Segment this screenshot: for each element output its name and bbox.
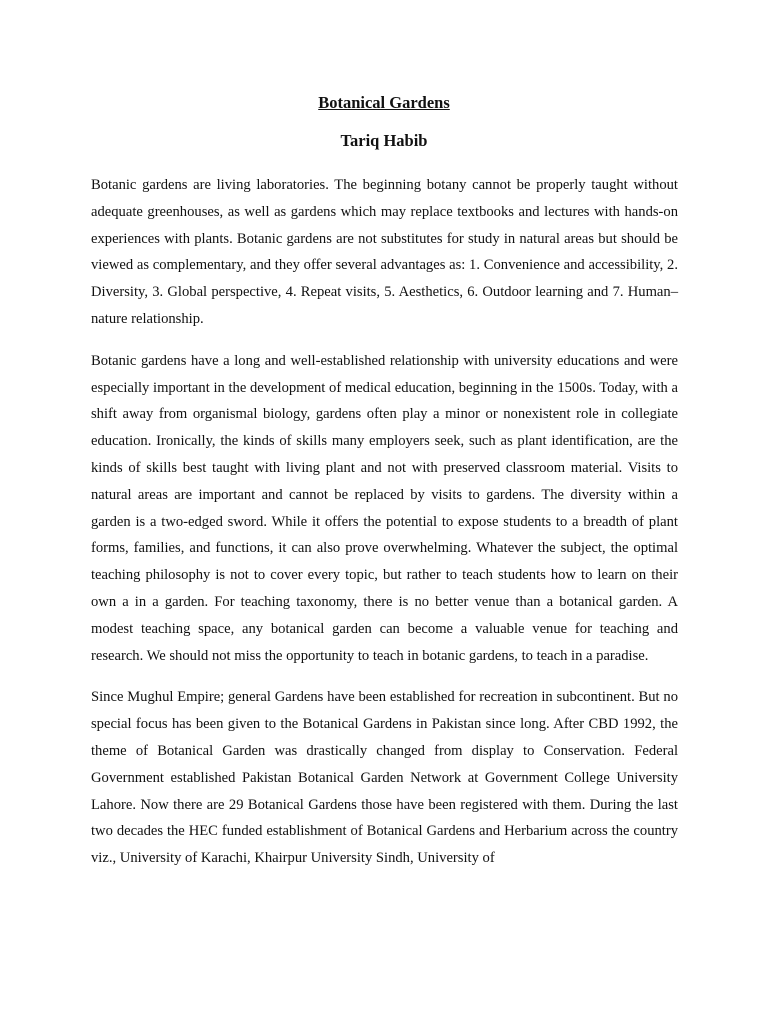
document-body bbox=[91, 172, 678, 887]
paragraph-pakistan-gardens: Since Mughul Empire; general Gardens have been established for recreation in subcontinent. But no special focus has been given to the Botanical Gardens in Pakistan since long. After CBD 1992, the theme of Botanical Garden was drastically changed from display to Conservation. Federal Government established Pakistan Botanical Garden Network at Government College University Lahore. Now there are 29 Botanical Gardens those have been registered with them. During the last two decades the HEC funded establishment of Botanical Gardens and Herbarium across the country viz., University of Karachi, Khairpur University Sindh, University of bbox=[91, 689, 678, 867]
paragraph-intro: Botanic gardens are living laboratories. The beginning botany cannot be properly taught without adequate greenhouses, as well as gardens which may replace textbooks and lectures with hands-on experiences with plants. Botanic gardens are not substitutes for study in natural areas but should be viewed as complementary, and they offer several advantages as: 1. Convenience and accessibility, 2. Diversity, 3. Global perspective, 4. Repeat visits, 5. Aesthetics, 6. Outdoor learning and 7. Human–nature relationship. bbox=[91, 177, 678, 327]
document-author: Tariq Habib bbox=[340, 131, 428, 150]
paragraph-university-relationship: Botanic gardens have a long and well-established relationship with university educations and were especially important in the development of medical education, beginning in the 1500s. Today, with a shift away from organismal biology, gardens often play a minor or nonexistent role in collegiate education. Ironically, the kinds of skills many employers seek, such as plant identification, are the kinds of skills best taught with living plant and not with preserved classroom material. Visits to natural areas are important and cannot be replaced by visits to gardens. The diversity within a garden is a two-edged sword. While it offers the potential to expose students to a breadth of plant forms, families, and functions, it can also prove overwhelming. Whatever the subject, the optimal teaching philosophy is not to cover every topic, but rather to teach students how to learn on their own a in a garden. For teaching taxonomy, there is no better venue than a botanical garden. A modest teaching space, any botanical garden can become a valuable venue for teaching and research. We should not miss the opportunity to teach in botanic gardens, to teach in a paradise. bbox=[91, 352, 678, 664]
document-title: Botanical Gardens bbox=[318, 93, 450, 112]
